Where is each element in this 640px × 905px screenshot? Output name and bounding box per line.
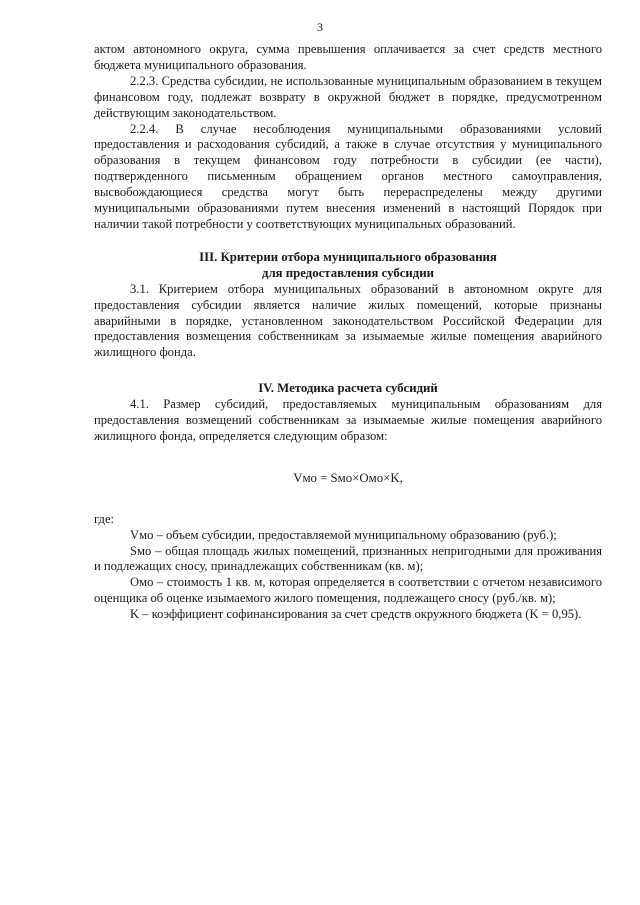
subsidy-formula: Vмо = Sмо×Омо×K,: [293, 470, 403, 485]
section-4-heading: IV. Методика расчета субсидий: [258, 381, 438, 396]
section-3-title-line-1: III. Критерии отбора муниципального образования: [199, 249, 497, 264]
definition-v: Vмо – объем субсидии, предоставляемой муниципальному образованию (руб.);: [130, 527, 557, 542]
paragraph-2-2-3: 2.2.3. Средства субсидии, не использованные муниципальным образованием в текущем финансовом году, подлежат возврату в окружной бюджет в порядке, предусмотренном действующим законодательством.: [94, 73, 602, 120]
paragraph-2-2-4: 2.2.4. В случае несоблюдения муниципальными образованиями условий предоставления и расходования субсидий, а также в случае отсутствия у муниципального образования в текущем финансовом году потребности в субсидии (ее части), подтвержденного письменным обращением органов местного самоуправления, высвобождающиеся средства могут быть перераспределены между другими муниципальными образованиями путем внесения изменений в настоящий Порядок при наличии такой потребности у соответствующих муниципальных образований.: [94, 121, 602, 231]
definition-s: Sмо – общая площадь жилых помещений, признанных непригодными для проживания и подлежащих сносу, принадлежащих собственникам (кв. м);: [94, 543, 602, 574]
where-label: где:: [94, 511, 115, 526]
definition-o: Омо – стоимость 1 кв. м, которая определяется в соответствии с отчетом независимого оценщика об оценке изымаемого жилого помещения, подлежащего сносу (руб./кв. м);: [94, 575, 602, 606]
section-3-heading: [94, 250, 602, 282]
paragraph-continuation: актом автономного округа, сумма превышения оплачивается за счет средств местного бюджета муниципального образования.: [94, 42, 602, 72]
definition-k: K – коэффициент софинансирования за счет средств окружного бюджета (K = 0,95).: [130, 607, 582, 622]
paragraph-3-1: 3.1. Критерием отбора муниципальных образований в автономном округе для предоставления субсидии является наличие жилых помещений, которые признаны аварийными в порядке, установленном законодательством Российской Федерации для предоставления возмещения собственникам за изымаемые жилые помещения аварийного жилищного фонда.: [94, 281, 602, 360]
paragraph-4-1: 4.1. Размер субсидий, предоставляемых муниципальным образованиям для предоставления возмещений собственникам за изымаемые жилые помещения аварийного жилищного фонда, определяется следующим образом:: [94, 397, 602, 443]
page-number: 3: [317, 20, 323, 34]
document-body: [94, 42, 602, 623]
section-3-title-line-2: для предоставления субсидии: [261, 265, 435, 280]
